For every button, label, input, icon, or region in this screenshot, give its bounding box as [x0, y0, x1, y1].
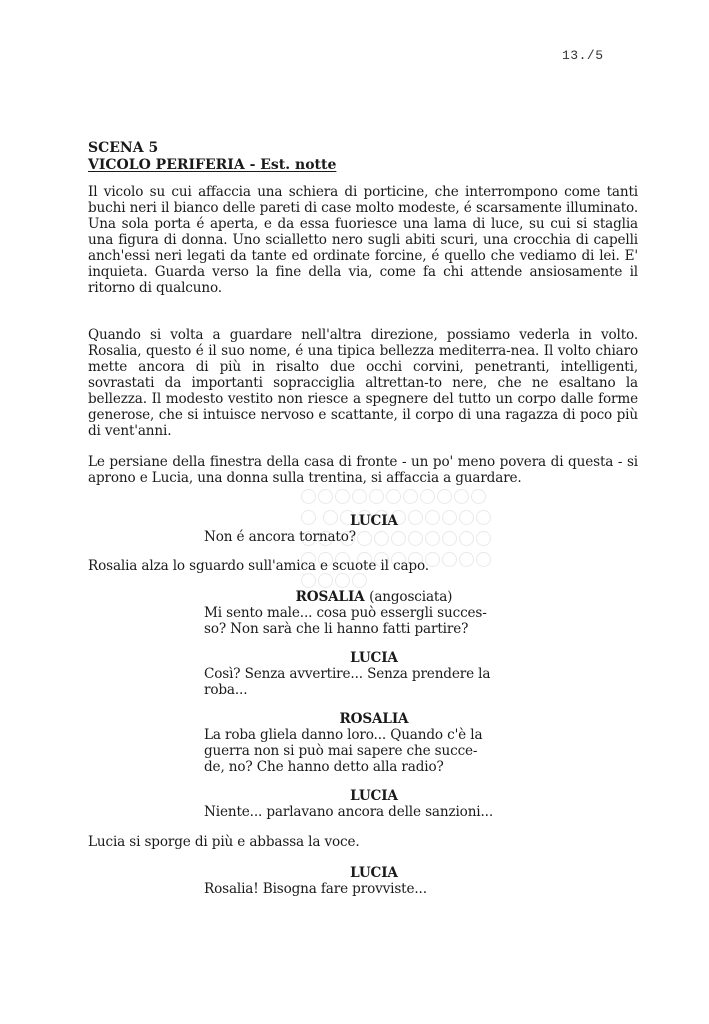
scene-title: SCENA 5 — [88, 140, 159, 156]
character-name: ROSALIA — [295, 589, 365, 605]
character-cue — [204, 589, 544, 605]
dialogue-line: de, no? Che hanno detto alla radio? — [204, 759, 444, 775]
dialogue-line: Mi sento male... cosa può essergli succes- — [204, 605, 487, 621]
dialogue-block — [204, 650, 554, 698]
character-name: LUCIA — [350, 513, 398, 529]
scene-location: VICOLO PERIFERIA - Est. notte — [88, 157, 337, 173]
dialogue-line: Non é ancora tornato? — [204, 529, 356, 545]
action-paragraph-1: Il vicolo su cui affaccia una schiera di porticine, che interrompono come tanti buchi neri il bianco delle pareti di case molto modeste, é scarsamente illuminato. Una sola porta é aperta, e da essa fuoriesce una lama di luce, su cui si staglia una figura di donna. Uno scialletto nero sugli abiti scuri, una crocchia di capelli anch'essi neri legati da tante ed ordinate forcine, é quello che vediamo di lei. E' inquieta. Guarda verso la fine della via, come fa chi attende ansiosamente il ritorno di qualcuno. — [88, 184, 638, 296]
action-line-2: Lucia si sporge di più e abbassa la voce. — [88, 834, 360, 850]
character-name: LUCIA — [350, 788, 398, 804]
page-number: 13./5 — [562, 48, 604, 63]
dialogue-block — [204, 865, 554, 897]
dialogue-line: Niente... parlavano ancora delle sanzioni... — [204, 804, 494, 820]
dialogue-line: Rosalia! Bisogna fare provviste... — [204, 881, 427, 897]
action-paragraph-2: Quando si volta a guardare nell'altra direzione, possiamo vederla in volto. Rosalia, questo é il suo nome, é una tipica bellezza mediterra-nea. Il volto chiaro mette ancora di più in risalto due occhi corvini, penetranti, intelligenti, sovrastati da importanti sopracciglia altrettan-to nere, che ne esaltano la bellezza. Il modesto vestito non riesce a spegnere del tutto un corpo dalle forme generose, che si intuisce nervoso e scattante, il corpo di una ragazza di poco più di vent'anni. — [88, 327, 638, 439]
dialogue-line: La roba gliela danno loro... Quando c'è la — [204, 727, 483, 743]
character-name: LUCIA — [350, 865, 398, 881]
dialogue-line: so? Non sarà che li hanno fatti partire? — [204, 621, 469, 637]
parenthetical: (angosciata) — [369, 589, 453, 605]
action-line-1: Rosalia alza lo sguardo sull'amica e scuote il capo. — [88, 558, 429, 574]
character-name: ROSALIA — [339, 711, 409, 727]
dialogue-line: roba... — [204, 682, 248, 698]
dialogue-line: Così? Senza avvertire... Senza prendere la — [204, 666, 491, 682]
dialogue-line: guerra non si può mai sapere che succe- — [204, 743, 478, 759]
dialogue-block — [204, 513, 554, 545]
dialogue-block — [204, 589, 554, 637]
dialogue-block — [204, 711, 554, 775]
action-paragraph-3: Le persiane della finestra della casa di fronte - un po' meno povera di questa - si aprono e Lucia, una donna sulla trentina, si affaccia a guardare. — [88, 454, 638, 486]
scene-heading — [88, 140, 336, 174]
dialogue-block — [204, 788, 554, 820]
character-name: LUCIA — [350, 650, 398, 666]
